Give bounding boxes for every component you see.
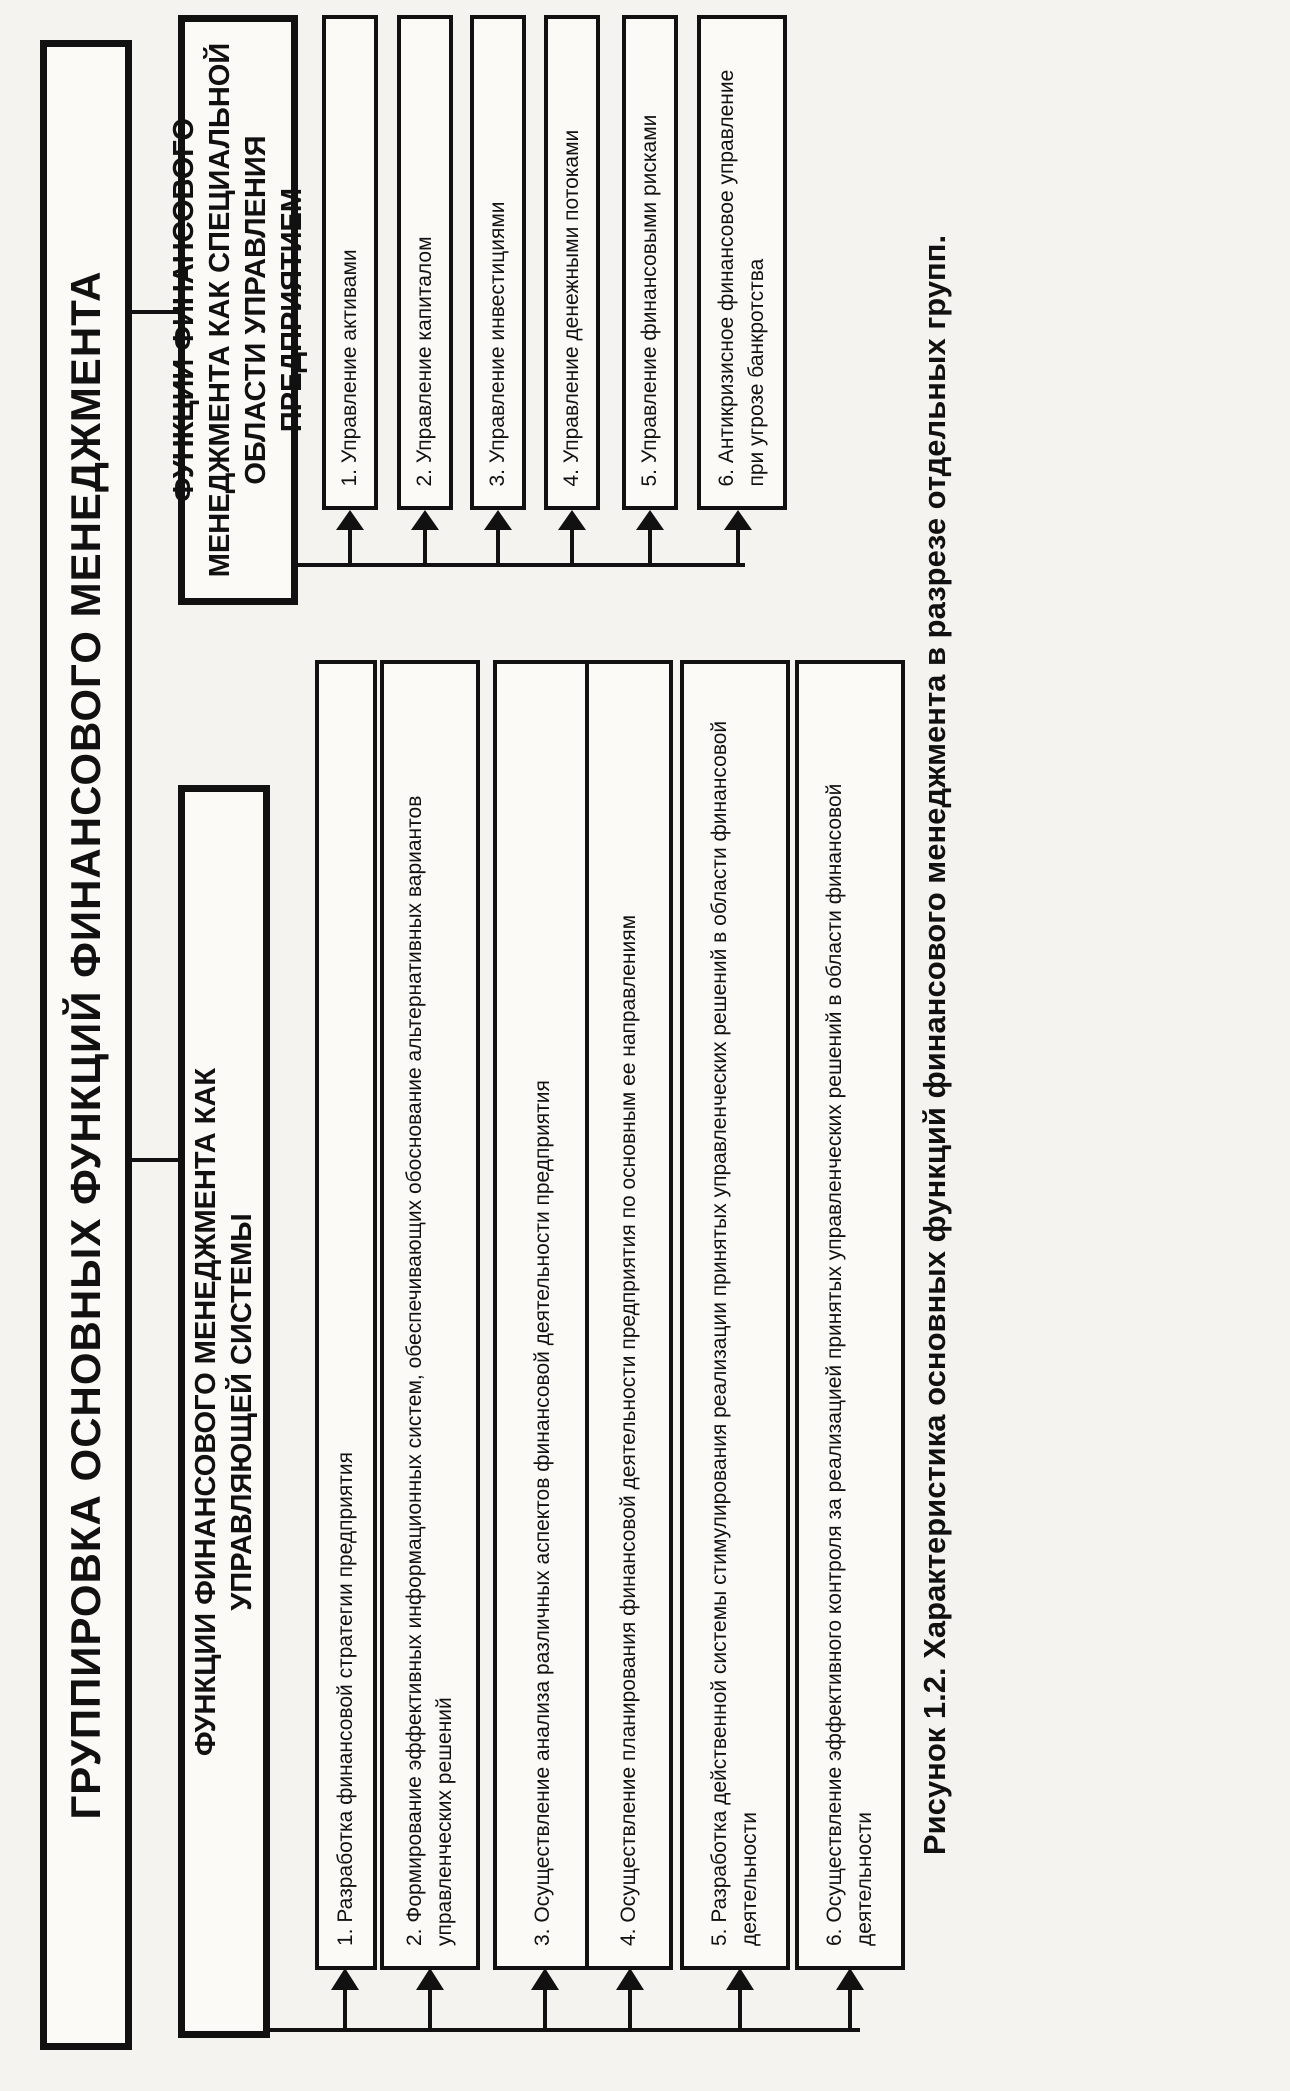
left-item-2-text: 2. Формирование эффективных информационных систем, обеспечивающих обоснование альтернативных вариантов управленческих решений: [402, 795, 456, 1946]
right-item-5-text: 5. Управление финансовыми рисками: [637, 114, 661, 486]
right-item-5: [622, 15, 678, 510]
left-item-4-text: 4. Осуществление планирования финансовой деятельности предприятия по основным ее направлениям: [616, 914, 640, 1946]
left-item-3-text: 3. Осуществление анализа различных аспектов финансовой деятельности предприятия: [530, 1080, 554, 1946]
right-item-3-text: 3. Управление инвестициями: [485, 201, 509, 486]
left-item-4: [585, 660, 673, 1970]
right-item-2: [397, 15, 453, 510]
right-item-1-text: 1. Управление активами: [337, 248, 361, 486]
left-item-3: [493, 660, 593, 1970]
right-item-6-text: 6. Антикризисное финансовое управление при угрозе банкротства: [714, 69, 768, 486]
right-item-4-text: 4. Управление денежными потоками: [559, 129, 583, 486]
left-group-heading-box: [178, 785, 270, 2038]
right-item-3: [470, 15, 526, 510]
right-item-2-text: 2. Управление капиталом: [412, 235, 436, 486]
left-item-5: [680, 660, 790, 1970]
left-item-6-text: 6. Осуществление эффективного контроля за реализацией принятых управленческих решений в области финансовой деятельности: [822, 783, 876, 1946]
right-group-heading: ФУНКЦИИ ФИНАНСОВОГО МЕНЕДЖМЕНТА КАК СПЕЦИАЛЬНОЙ ОБЛАСТИ УПРАВЛЕНИЯ ПРЕДПРИЯТИЕМ: [167, 42, 309, 578]
right-item-4: [544, 15, 600, 510]
main-title: ГРУППИРОВКА ОСНОВНЫХ ФУНКЦИЙ ФИНАНСОВОГО МЕНЕДЖМЕНТА: [62, 270, 109, 1820]
left-item-1-text: 1. Разработка финансовой стратегии предприятия: [333, 1451, 357, 1946]
left-item-5-text: 5. Разработка действенной системы стимулирования реализации принятых управленческих решений в области финансовой деятельности: [707, 720, 761, 1946]
left-item-2: [380, 660, 480, 1970]
figure-caption-box: [905, 20, 965, 2070]
left-group-heading: ФУНКЦИИ ФИНАНСОВОГО МЕНЕДЖМЕНТА КАК УПРАВЛЯЮЩЕЙ СИСТЕМЫ: [189, 1067, 258, 1756]
right-group-heading-box: [167, 15, 309, 605]
left-item-1: [315, 660, 377, 1970]
right-item-6: [697, 15, 787, 510]
left-item-6: [795, 660, 905, 1970]
right-item-1: [322, 15, 378, 510]
figure-caption: Рисунок 1.2. Характеристика основных функций финансового менеджмента в разрезе отдельных групп.: [917, 234, 952, 1856]
main-title-box: [40, 40, 132, 2050]
